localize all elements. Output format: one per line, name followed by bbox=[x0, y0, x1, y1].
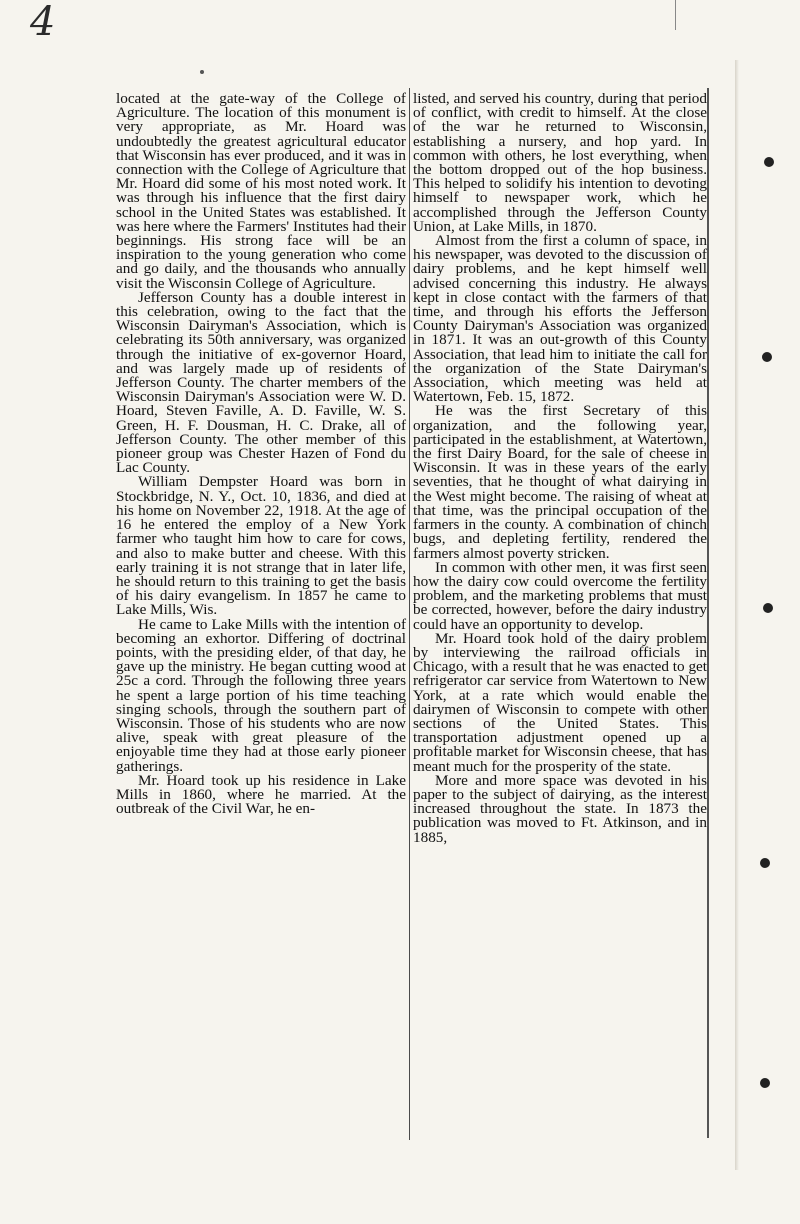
page-number: 4 bbox=[30, 0, 56, 45]
paragraph: Mr. Hoard took up his residence in Lake Mills in 1860, where he married. At the outbreak of the Civil War, he en- bbox=[116, 771, 406, 818]
paragraph: In common with other men, it was first seen how the dairy cow could overcome the fertility problem, and the marketing problems that must be corrected, however, before the dairy industry could have an opportunity to develop. bbox=[413, 558, 707, 633]
binder-hole bbox=[760, 1078, 770, 1088]
edge-mark bbox=[675, 0, 676, 30]
column-divider bbox=[409, 88, 410, 1140]
paragraph: located at the gate-way of the College of Agriculture. The location of this monument is very appropriate, as Mr. Hoard was undoubtedly the greatest agricultural educator that Wisconsin has ever produced, and it was in connection with the College of Agriculture that Mr. Hoard did some of his most noted work. It was through his influence that the first dairy school in the United States was established. It was here where the Farmers' Institutes had their beginnings. His strong face will be an inspiration to the young generation who come and go daily, and the thousands who annually visit the Wisconsin College of Agriculture. bbox=[116, 90, 406, 292]
paragraph: He was the first Secretary of this organization, and the following year, participated in the establishment, at Watertown, the first Dairy Board, for the sale of cheese in Wisconsin. It was in these years of the early seventies, that he thought of what dairying in the West might become. The raising of wheat at that time, was the principal occupation of the farmers in the county. A combination of chinch bugs, and depleting fertility, rendered the farmers almost poverty stricken. bbox=[413, 402, 707, 562]
ink-speck bbox=[200, 70, 204, 74]
paragraph: William Dempster Hoard was born in Stockbridge, N. Y., Oct. 10, 1836, and died at his home on November 22, 1918. At the age of 16 he entered the employ of a New York farmer who taught him how to care for cows, and also to make butter and cheese. With this early training it is not strange that in later life, he should return to this training to get the basis of his dairy evangelism. In 1857 he came to Lake Mills, Wis. bbox=[116, 473, 406, 619]
paragraph: Jefferson County has a double interest in this celebration, owing to the fact that the Wisconsin Dairyman's Association, which is celebrating its 50th anniversary, was organized through the initiative of ex-governor Hoard, and was largely made up of residents of Jefferson County. The charter members of the Wisconsin Dairyman's Association were W. D. Hoard, Steven Faville, A. D. Faville, W. S. Green, H. F. Dousman, H. C. Drake, all of Jefferson County. The other member of this pioneer group was Chester Hazen of Fond du Lac County. bbox=[116, 288, 406, 477]
binder-hole bbox=[764, 157, 774, 167]
binder-hole bbox=[763, 603, 773, 613]
paragraph: listed, and served his country, during that period of conflict, with credit to himself. At the close of the war he returned to Wisconsin, establishing a nursery, and hop yard. In common with others, he lost everything, when the bottom dropped out of the hop business. This helped to solidify his intention to devoting himself to newspaper work, which he accomplished through the Jefferson County Union, at Lake Mills, in 1870. bbox=[413, 90, 707, 235]
paragraph: He came to Lake Mills with the intention of becoming an exhortor. Differing of doctrinal points, with the presiding elder, of that day, he gave up the ministry. He began cutting wood at 25c a cord. Through the following three years he spent a large portion of his time teaching singing schools, through the southern part of Wisconsin. Those of his students who are now alive, speak with great pleasure of the enjoyable time they had at those early pioneer gatherings. bbox=[116, 615, 406, 775]
article-column-left bbox=[116, 92, 406, 816]
article-column-right bbox=[413, 92, 707, 845]
page-edge-shadow bbox=[735, 60, 739, 1170]
paragraph: Mr. Hoard took hold of the dairy problem by interviewing the railroad officials in Chicago, with a result that he was enacted to get refrigerator car service from Watertown to New York, at a rate which would enable the dairymen of Wisconsin to compete with other sections of the United States. This transportation adjustment opened up a profitable market for Wisconsin cheese, that has meant much for the prosperity of the state. bbox=[413, 629, 707, 775]
paragraph: Almost from the first a column of space, in his newspaper, was devoted to the discussion of dairy problems, and he kept himself well advised concerning this industry. He always kept in close contact with the farmers of that time, and through his efforts the Jefferson County Dairyman's Association was organized in 1871. It was an out-growth of this County Association, that lead him to initiate the call for the organization of the State Dairyman's Association, which meeting was held at Watertown, Feb. 15, 1872. bbox=[413, 232, 707, 406]
column-border bbox=[707, 88, 709, 1138]
binder-hole bbox=[762, 352, 772, 362]
paragraph: More and more space was devoted in his paper to the subject of dairying, as the interest increased throughout the state. In 1873 the publication was moved to Ft. Atkinson, and in 1885, bbox=[413, 771, 707, 846]
binder-hole bbox=[760, 858, 770, 868]
